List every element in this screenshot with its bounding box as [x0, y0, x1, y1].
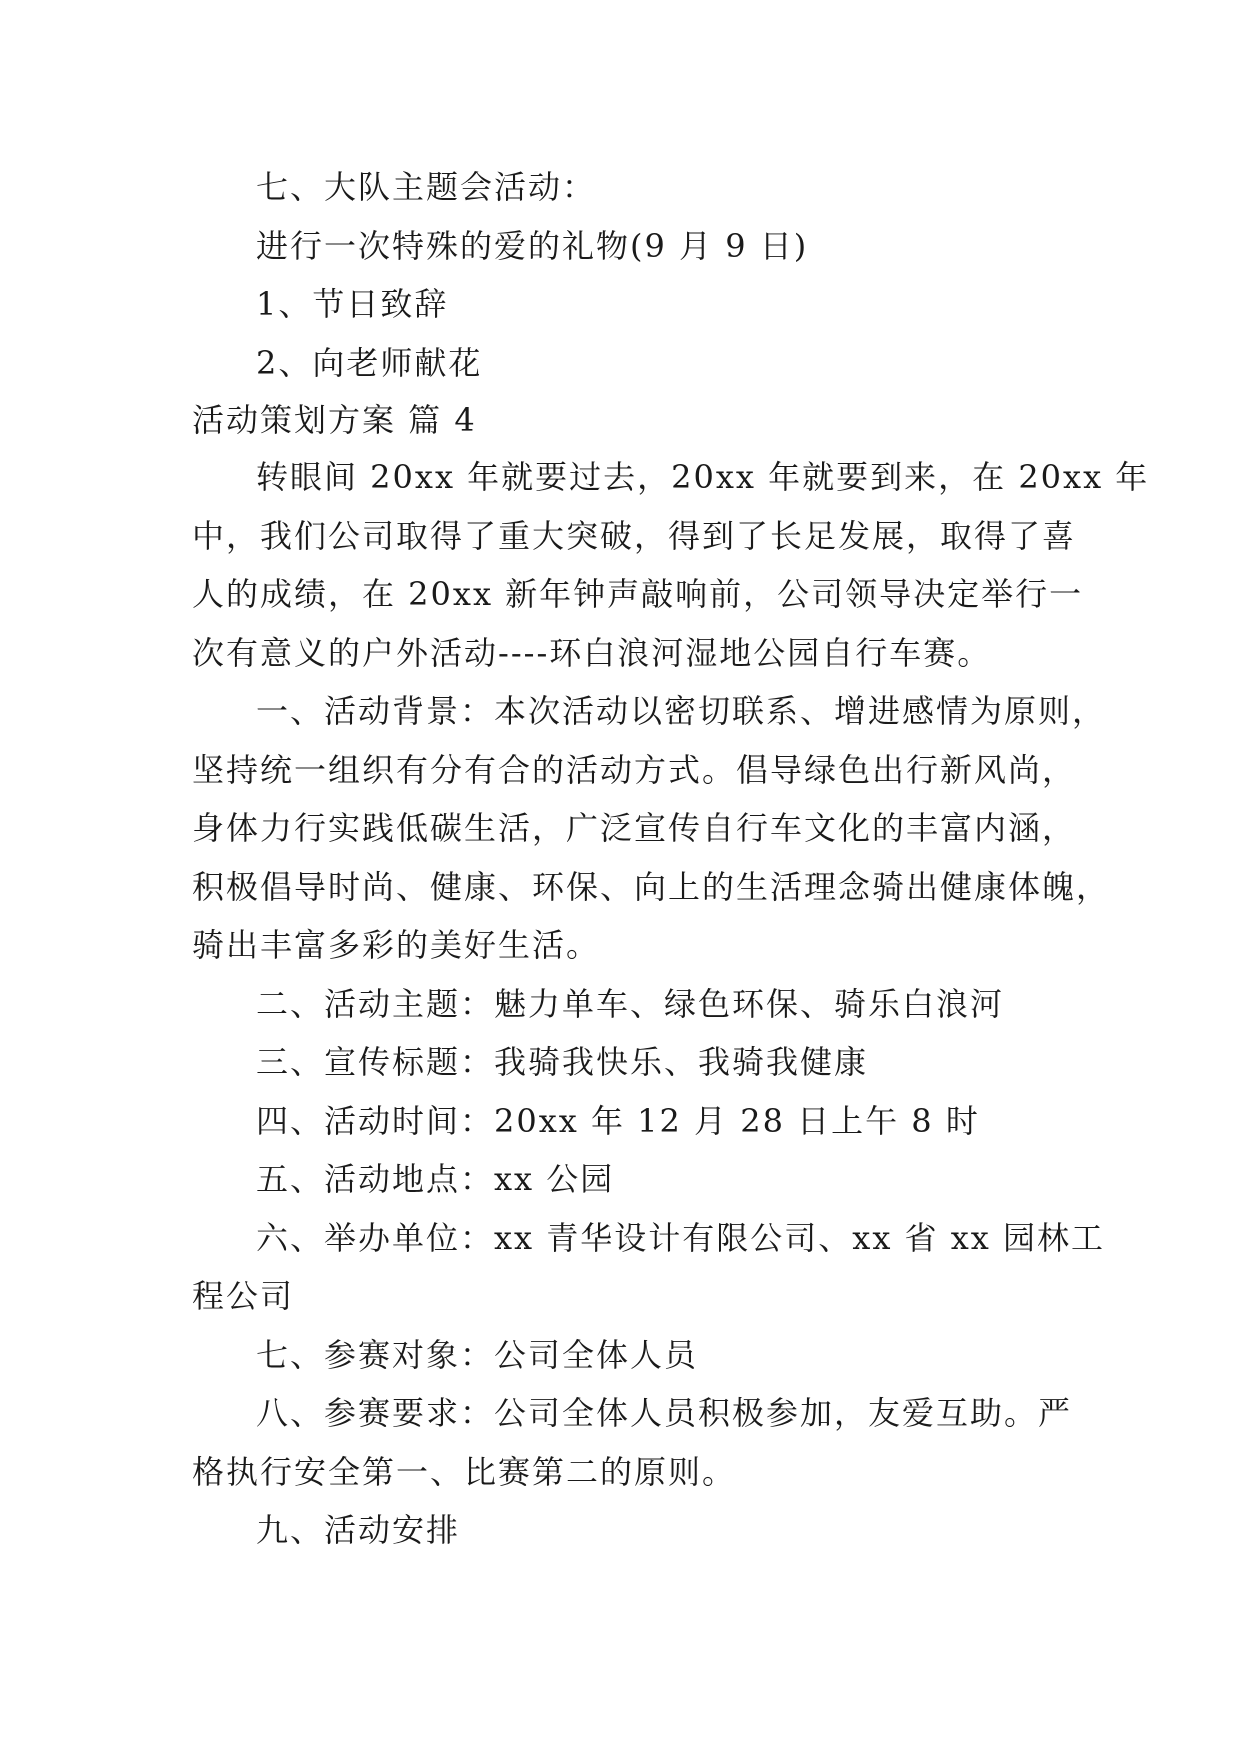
- paragraph-line: 骑出丰富多彩的美好生活。: [192, 926, 601, 964]
- paragraph-line: 坚持统一组织有分有合的活动方式。倡导绿色出行新风尚，: [192, 750, 1077, 789]
- paragraph-line: 人的成绩，在 20xx 新年钟声敲响前，公司领导决定举行一: [192, 575, 1084, 613]
- paragraph-line: 次有意义的户外活动----环白浪河湿地公园自行车赛。: [192, 633, 992, 672]
- paragraph-line: 七、参赛对象：公司全体人员: [256, 1335, 699, 1374]
- paragraph-line: 程公司: [192, 1277, 295, 1315]
- paragraph-line: 一、活动背景：本次活动以密切联系、增进感情为原则，: [256, 692, 1107, 730]
- paragraph-line: 转眼间 20xx 年就要过去，20xx 年就要到来，在 20xx 年: [256, 458, 1150, 496]
- paragraph-line: 格执行安全第一、比赛第二的原则。: [192, 1452, 737, 1491]
- document-body: [192, 158, 1150, 1560]
- paragraph-line: 四、活动时间：20xx 年 12 月 28 日上午 8 时: [256, 1101, 980, 1140]
- paragraph-line: 中，我们公司取得了重大突破，得到了长足发展，取得了喜: [192, 516, 1077, 555]
- list-item: 2、向老师献花: [256, 343, 483, 382]
- paragraph-line: 三、宣传标题：我骑我快乐、我骑我健康: [256, 1043, 869, 1081]
- paragraph-line: 身体力行实践低碳生活，广泛宣传自行车文化的丰富内涵，: [192, 809, 1077, 847]
- paragraph-line: 进行一次特殊的爱的礼物(9 月 9 日): [256, 226, 809, 265]
- paragraph-line: 积极倡导时尚、健康、环保、向上的生活理念骑出健康体魄，: [192, 867, 1111, 906]
- paragraph-line: 八、参赛要求：公司全体人员积极参加，友爱互助。严: [256, 1394, 1073, 1432]
- section-heading-team-meeting: 七、大队主题会活动：: [256, 168, 597, 206]
- paragraph-line: 五、活动地点：xx 公园: [256, 1160, 615, 1198]
- paragraph-line: 六、举办单位：xx 青华设计有限公司、xx 省 xx 园林工: [256, 1218, 1105, 1257]
- paragraph-line: 二、活动主题：魅力单车、绿色环保、骑乐白浪河: [256, 984, 1005, 1023]
- list-item: 1、节日致辞: [256, 285, 449, 323]
- paragraph-line: 九、活动安排: [256, 1511, 461, 1549]
- section-title: 活动策划方案 篇 4: [192, 401, 477, 439]
